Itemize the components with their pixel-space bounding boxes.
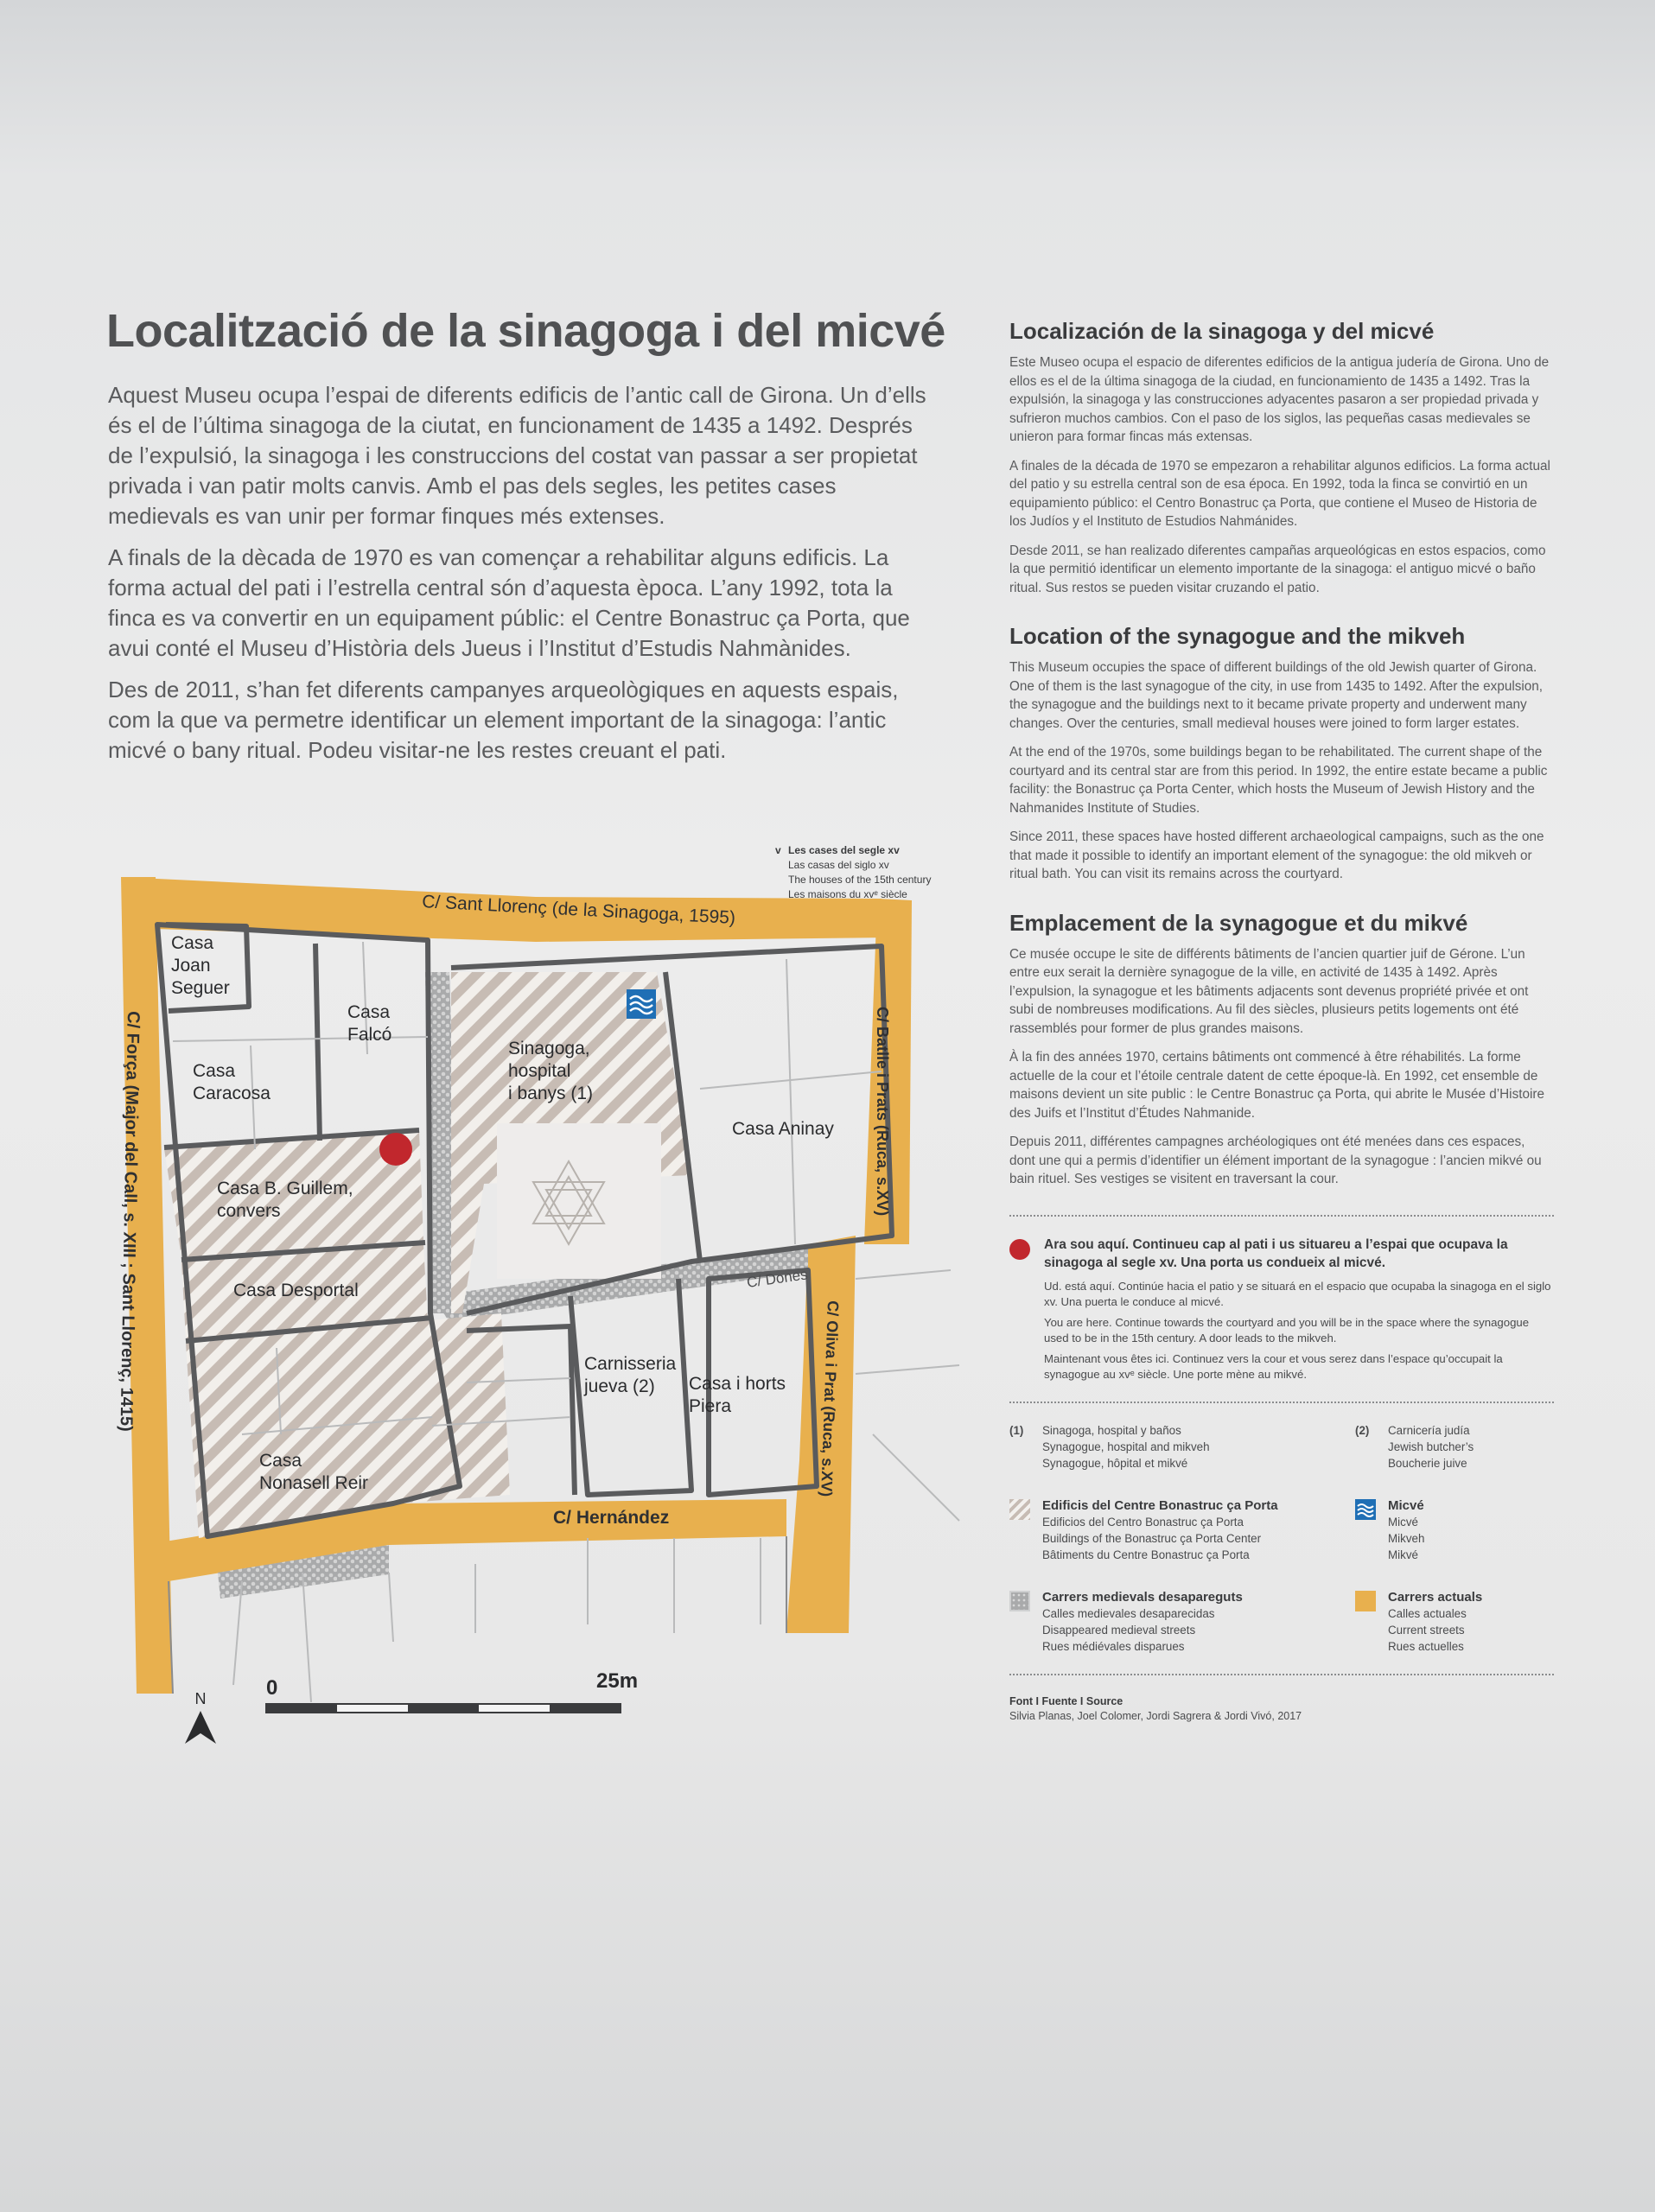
footnote-line: Boucherie juive (1388, 1456, 1467, 1470)
label-carnisseria (583, 1354, 677, 1396)
house-label-line: Carnisseria (584, 1354, 677, 1374)
english-paragraph: At the end of the 1970s, some buildings began to be rehabilitated. The current shape of the courtyard and its central star are from this period. In 1992, the entire estate became a public facility: the Bonastruc ça Porta Center, which hosts the Museum of Jewish History and the Nahmanides Institute of Studies. (1009, 745, 1548, 816)
you-are-here-note (1009, 1236, 1554, 1382)
street-label-hernandez: C/ Hernández (553, 1508, 670, 1528)
legend-15th-century (775, 844, 931, 900)
house-label-line: Sinagoga, (508, 1039, 590, 1058)
right-column (1009, 318, 1554, 1724)
legend15-line: Les maisons du xvᵉ siècle (788, 888, 907, 900)
label-casa-piera (689, 1374, 786, 1416)
spanish-paragraph: Desde 2011, se han realizado diferentes campañas arqueológicas en estos espacios, como la que permitió identificar un elemento importante de la sinagoga: el antiguo micvé o baño ritual. Sus restos se pueden visitar cruzando el patio. (1009, 543, 1546, 595)
legend-line: Disappeared medieval streets (1042, 1623, 1196, 1637)
house-label-line: Seguer (171, 978, 230, 998)
legend-line: Buildings of the Bonastruc ça Porta Center (1042, 1531, 1262, 1545)
catalan-paragraph: A finals de la dècada de 1970 es van començar a rehabilitar alguns edificis. La forma actual del pati i l’estrella central són d’aquesta època. L’any 1992, tota la finca es va convertir en un equipament públic: el Centre Bonastruc ça Porta, que avui conté el Museu d’Història dels Jueus i l’Institut d’Estudis Nahmànides. (108, 544, 910, 661)
house-label-line: jueva (2) (584, 1376, 655, 1396)
legend-line: Calles actuales (1388, 1606, 1467, 1620)
street-label-sant-llorenc: C/ Sant Llorenç (de la Sinagoga, 1595) (421, 892, 736, 928)
house-label-line: Joan (171, 956, 211, 976)
footnote-1 (1009, 1422, 1355, 1471)
legend-line: Mikvé (1388, 1548, 1418, 1561)
dotted-divider (1009, 1215, 1554, 1217)
spanish-paragraph: Este Museo ocupa el espacio de diferentes edificios de la antigua judería de Girona. Uno de ellos es el de la última sinagoga de la ciudad, en funcionamiento de 1435 a 1492. Tras la expulsión, la sinagoga y las construcciones adyacentes pasaron a ser propiedad privada y sufrieron muchos cambios. Con el paso de los siglos, las pequeñas casas medievales se unieron para formar fincas más extensas. (1009, 355, 1550, 444)
legend-title: Carrers medievals desapareguts (1042, 1589, 1243, 1605)
legend-title: Edificis del Centre Bonastruc ça Porta (1042, 1497, 1278, 1513)
label-casa-falco (347, 1002, 391, 1045)
scale-end-label: 25m (596, 1669, 639, 1693)
footnote-line: Synagogue, hospital and mikveh (1042, 1440, 1210, 1453)
english-paragraph: This Museum occupies the space of different buildings of the old Jewish quarter of Girona. One of them is the last synagogue of the city, in use from 1435 to 1492. After the expulsion, the synagogue and the buildings next to it became private property and underwent many changes. Over the centuries, small medieval houses were joined to form larger estates. (1009, 660, 1544, 731)
house-label-line: Caracosa (193, 1084, 271, 1103)
house-label-line: Casa (193, 1061, 236, 1081)
label-casa-caracosa (193, 1061, 271, 1103)
map-legend (1009, 1478, 1554, 1655)
english-title: Location of the synagogue and the mikveh (1009, 623, 1466, 649)
north-arrow-icon (185, 1690, 216, 1744)
spanish-paragraph: A finales de la década de 1970 se empezaron a rehabilitar algunos edificios. La forma actual del patio y su estrella central son de esa época. En 1992, toda la finca se convirtió en un equipamiento público: el Centro Bonastruc ça Porta, que contiene el Museo de Historia de los Judíos y el Instituto de Estudios Nahmánides. (1009, 458, 1550, 529)
cobble-swatch-icon (1009, 1591, 1030, 1611)
street-label-forca: C/ Força (Major del Call, s. XIII ; Sant Llorenç, 1415) (116, 1010, 143, 1432)
french-title: Emplacement de la synagogue et du mikvé (1009, 909, 1468, 936)
mikveh-icon (1355, 1499, 1376, 1520)
legend-title: Carrers actuals (1388, 1589, 1483, 1605)
catalan-title: Localització de la sinagoga i del micvé (106, 305, 945, 357)
you-are-here-french: Maintenant vous êtes ici. Continuez vers la cour et vous serez dans l’espace qu’occupait la synagogue au xvᵉ siècle. Une porte mène au mikvé. (1044, 1351, 1503, 1381)
french-section (1009, 910, 1554, 1189)
legend-line: Mikveh (1388, 1531, 1425, 1545)
catalan-paragraph: Des de 2011, s’han fet diferents campanyes arqueològiques en aquests espais, com la que va permetre identificar un element important de la sinagoga: l’antic micvé o bany ritual. Podeu visitar-ne les restes creuant el pati. (108, 677, 899, 763)
legend15-line: Les cases del segle xv (788, 844, 900, 856)
legend-medieval-streets (1009, 1589, 1355, 1655)
legend-bonastruc-buildings (1009, 1497, 1355, 1563)
you-are-here-marker (379, 1133, 412, 1166)
english-paragraph: Since 2011, these spaces have hosted different archaeological campaigns, such as the one that made it possible to identify an important element of the synagogue: the old mikveh or ritual bath. You can visit its remains across the courtyard. (1009, 830, 1544, 881)
legend-line: Current streets (1388, 1623, 1465, 1637)
legend-line: Micvé (1388, 1515, 1418, 1529)
dotted-divider (1009, 1674, 1554, 1675)
label-casa-aninay (732, 1119, 834, 1139)
legend-title: Micvé (1388, 1497, 1424, 1513)
footnote-line: Synagogue, hôpital et mikvé (1042, 1456, 1188, 1470)
footnote-2 (1355, 1422, 1554, 1471)
street-label-dones: C/ Dones (745, 1266, 809, 1291)
english-section (1009, 623, 1554, 884)
house-label-line: Casa (171, 933, 214, 953)
house-label-line: Falcó (347, 1025, 392, 1045)
catalan-text (108, 380, 938, 777)
house-label-line: Piera (689, 1396, 732, 1416)
house-label-line: Casa Desportal (233, 1281, 359, 1300)
label-casa-desportal (233, 1281, 359, 1300)
house-label-line: Casa i horts (689, 1374, 786, 1394)
legend-current-streets (1355, 1589, 1554, 1655)
street-swatch-icon (1355, 1591, 1376, 1611)
footnote-line: Sinagoga, hospital y baños (1042, 1423, 1181, 1437)
house-label-line: Casa (347, 1002, 391, 1022)
legend-mikveh (1355, 1497, 1554, 1563)
legend-line: Edificios del Centro Bonastruc ça Porta (1042, 1515, 1244, 1529)
house-label-line: Casa (259, 1451, 302, 1471)
house-label-line: Nonasell Reir (259, 1473, 369, 1493)
scale-bar (266, 1669, 638, 1713)
legend-line: Rues actuelles (1388, 1639, 1464, 1653)
house-label-line: Casa B. Guillem, (217, 1179, 353, 1198)
house-label-line: Casa Aninay (732, 1119, 834, 1139)
footnote-number: (2) (1355, 1423, 1370, 1437)
house-label-line: i banys (1) (508, 1084, 594, 1103)
legend15-line: Las casas del siglo xv (788, 859, 889, 871)
footnote-number: (1) (1009, 1423, 1024, 1437)
you-are-here-english: You are here. Continue towards the courtyard and you will be in the space where the synagogue used to be in the 15th century. A door leads to the mikveh. (1044, 1315, 1530, 1344)
house-label-line: convers (217, 1201, 281, 1221)
footnote-line: Carnicería judía (1388, 1423, 1470, 1437)
house-label-line: hospital (508, 1061, 571, 1081)
source-label: Font I Fuente I Source (1009, 1694, 1123, 1707)
french-paragraph: Depuis 2011, différentes campagnes archéologiques ont été menées dans ces espaces, dont une qui a permis d’identifier un élément important de la synagogue : l’ancien mikvé ou bain rituel. Ses vestiges se visitent en traversant la cour. (1009, 1135, 1542, 1186)
dotted-divider (1009, 1402, 1554, 1403)
you-are-here-spanish: Ud. está aquí. Continúe hacia el patio y se situará en el espacio que ocupaba la sinagoga en el siglo xv. Una puerta le conduce al micvé. (1044, 1279, 1551, 1308)
spanish-section (1009, 318, 1554, 597)
you-are-here-dot-icon (1009, 1239, 1030, 1260)
footnote-line: Jewish butcher’s (1388, 1440, 1474, 1453)
spanish-title: Localización de la sinagoga y del micvé (1009, 318, 1435, 344)
north-label: N (194, 1690, 207, 1707)
site-map (104, 830, 968, 1745)
footnotes (1009, 1422, 1554, 1471)
legend15-line: The houses of the 15th century (788, 874, 932, 886)
hatch-swatch-icon (1009, 1499, 1030, 1520)
street-label-oliva: C/ Oliva i Prat (Ruca, s.XV) (818, 1300, 842, 1497)
legend-line: Bâtiments du Centre Bonastruc ça Porta (1042, 1548, 1250, 1561)
source-authors: Silvia Planas, Joel Colomer, Jordi Sagrera & Jordi Vivó, 2017 (1009, 1709, 1302, 1722)
street-label-batlle: C/ Batlle i Prats (Ruca, s.XV) (874, 1007, 891, 1217)
source-credit (1009, 1694, 1554, 1724)
legend-line: Rues médiévales disparues (1042, 1639, 1185, 1653)
legend15-marker: v (775, 844, 781, 856)
scale-start-label: 0 (266, 1676, 278, 1700)
catalan-paragraph: Aquest Museu ocupa l’espai de diferents edificis de l’antic call de Girona. Un d’ells és el de l’última sinagoga de la ciutat, en funcionament de 1435 a 1492. Després de l’expulsió, la sinagoga i les construccions del costat van passar a ser propietat privada i van patir molts canvis. Amb el pas dels segles, les petites cases medievals es van unir per formar finques més extenses. (108, 382, 926, 529)
french-paragraph: À la fin des années 1970, certains bâtiments ont commencé à être réhabilités. La forme actuelle de la cour et l’étoile centrale datent de cette époque-là. En 1992, cet ensemble de maisons devient un site public : le Centre Bonastruc ça Porta, qui abrite le Musée d’Histoire des Juifs et l’Institut d’Études Nahmanide. (1009, 1050, 1544, 1121)
building-courtyard (497, 1123, 661, 1279)
legend-line: Calles medievales desaparecidas (1042, 1606, 1215, 1620)
mikveh-marker-icon (627, 989, 656, 1019)
french-paragraph: Ce musée occupe le site de différents bâtiments de l’ancien quartier juif de Gérone. L’un entre eux serait la dernière synagogue de la ville, en activité de 1435 à 1492. Après l’expulsion, la synagogue et les bâtiments adjacents sont devenus propriété privée et ont subi de nombreuses modifications. Au fil des siècles, plusieurs petits logements ont été rassemblés pour former de plus grandes maisons. (1009, 946, 1529, 1036)
you-are-here-catalan: Ara sou aquí. Continueu cap al pati i us situareu a l’espai que ocupava la sinagoga al segle xv. Una porta us condueix al micvé. (1044, 1236, 1508, 1270)
label-casa-joan-seguer (171, 933, 230, 998)
